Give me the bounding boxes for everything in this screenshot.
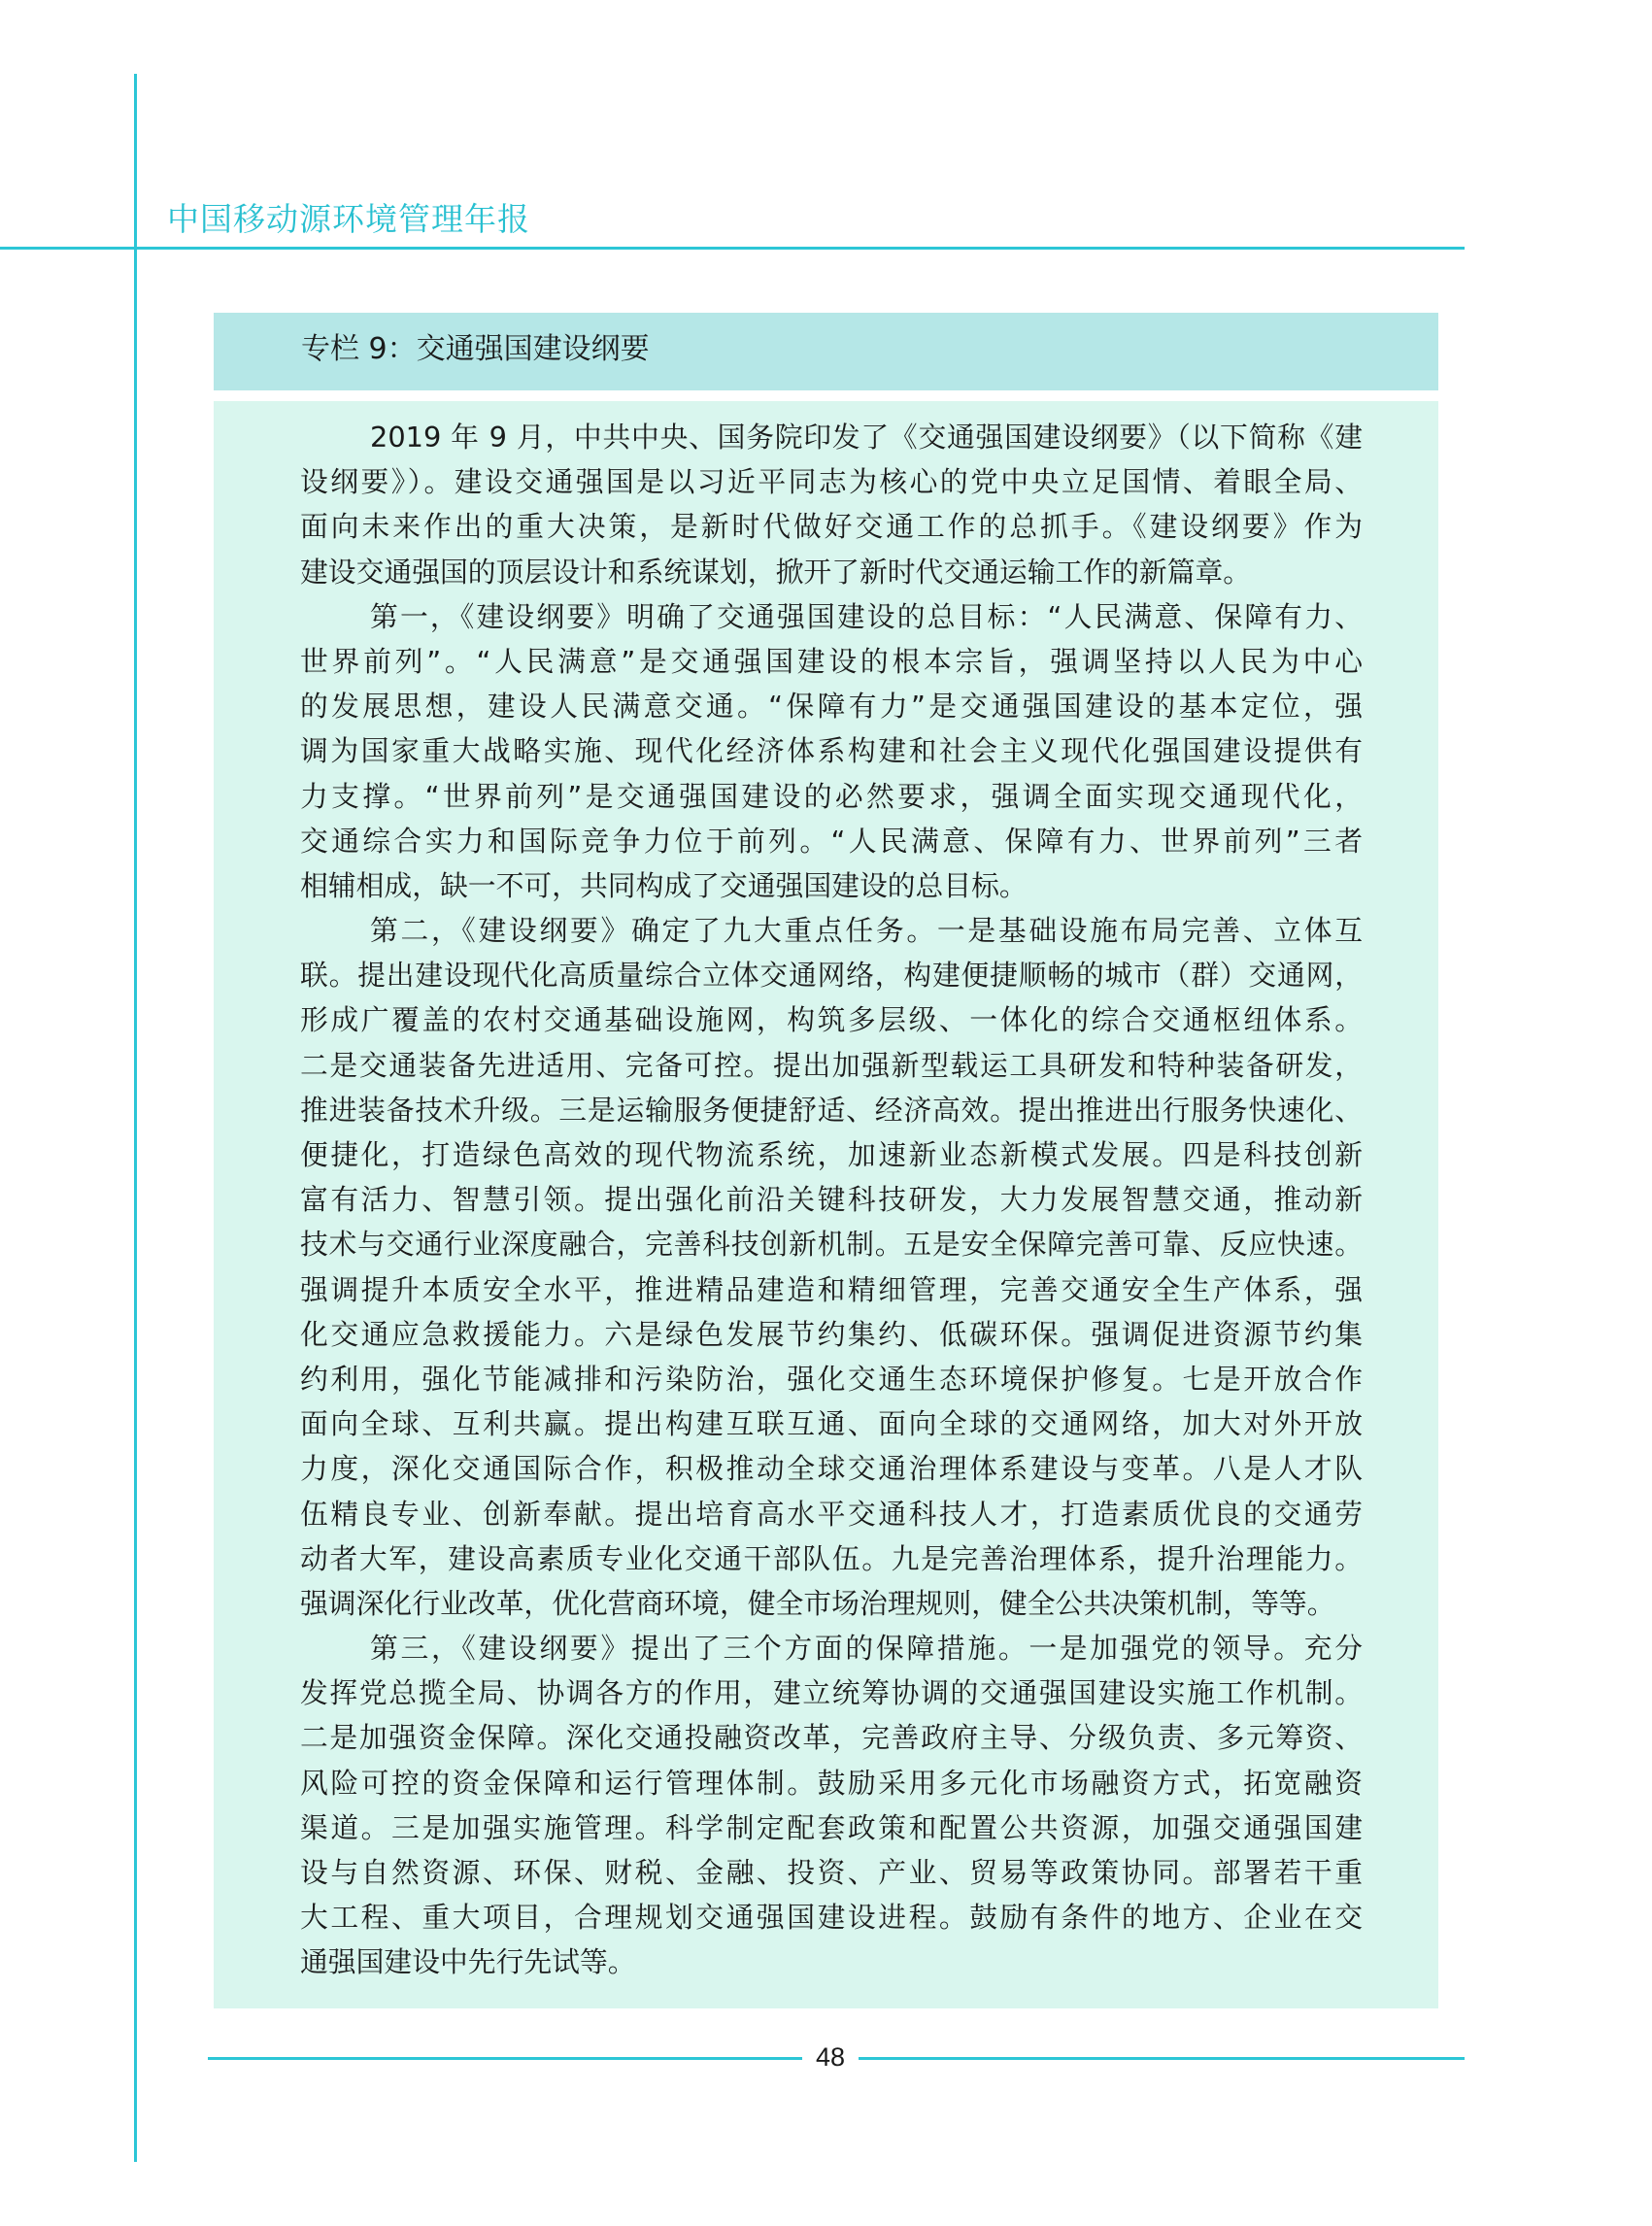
body-line: 伍精良专业、创新奉献。提出培育高水平交通科技人才，打造素质优良的交通劳 <box>300 1497 1363 1531</box>
body-line: 动者大军，建设高素质专业化交通干部队伍。九是完善治理体系，提升治理能力。 <box>300 1541 1363 1575</box>
body-line: 2019 年 9 月，中共中央、国务院印发了《交通强国建设纲要》（以下简称《建 <box>370 421 1363 454</box>
body-line: 面向全球、互利共赢。提出构建互联互通、面向全球的交通网络，加大对外开放 <box>300 1407 1363 1441</box>
body-line: 第三，《建设纲要》提出了三个方面的保障措施。一是加强党的领导。充分 <box>370 1632 1363 1666</box>
page-number: 48 <box>815 2042 846 2072</box>
body-line: 富有活力、智慧引领。提出强化前沿关键科技研发，大力发展智慧交通，推动新 <box>300 1183 1363 1217</box>
body-line: 力度，深化交通国际合作，积极推动全球交通治理体系建设与变革。八是人才队 <box>300 1452 1363 1486</box>
body-line: 力支撑。“世界前列”是交通强国建设的必然要求，强调全面实现交通现代化， <box>300 779 1363 813</box>
body-line: 第一，《建设纲要》明确了交通强国建设的总目标：“人民满意、保障有力、 <box>370 599 1363 633</box>
body-line: 世界前列”。“人民满意”是交通强国建设的根本宗旨，强调坚持以人民为中心 <box>300 644 1363 678</box>
body-line: 设与自然资源、环保、财税、金融、投资、产业、贸易等政策协同。部署若干重 <box>300 1856 1363 1889</box>
body-line: 技术与交通行业深度融合，完善科技创新机制。五是安全保障完善可靠、反应快速。 <box>300 1228 1363 1262</box>
body-line: 交通综合实力和国际竞争力位于前列。“人民满意、保障有力、世界前列”三者 <box>300 824 1363 858</box>
running-header-title: 中国移动源环境管理年报 <box>167 200 530 238</box>
body-line: 发挥党总揽全局、协调各方的作用，建立统筹协调的交通强国建设实施工作机制。 <box>300 1676 1363 1710</box>
body-line: 风险可控的资金保障和运行管理体制。鼓励采用多元化市场融资方式，拓宽融资 <box>300 1766 1363 1800</box>
body-line: 调为国家重大战略实施、现代化经济体系构建和社会主义现代化强国建设提供有 <box>300 734 1363 768</box>
footer-rule-right <box>859 2057 1465 2060</box>
body-line: 第二，《建设纲要》确定了九大重点任务。一是基础设施布局完善、立体互 <box>370 914 1363 948</box>
body-line: 联。提出建设现代化高质量综合立体交通网络，构建便捷顺畅的城市（群）交通网， <box>300 959 1363 993</box>
body-line: 约利用，强化节能减排和污染防治，强化交通生态环境保护修复。七是开放合作 <box>300 1362 1363 1396</box>
body-line: 大工程、重大项目，合理规划交通强国建设进程。鼓励有条件的地方、企业在交 <box>300 1901 1363 1935</box>
body-line: 渠道。三是加强实施管理。科学制定配套政策和配置公共资源，加强交通强国建 <box>300 1810 1363 1844</box>
body-line: 面向未来作出的重大决策，是新时代做好交通工作的总抓手。《建设纲要》作为 <box>300 510 1363 544</box>
column-body-text <box>300 415 1363 1985</box>
body-line: 相辅相成，缺一不可，共同构成了交通强国建设的总目标。 <box>300 868 1028 902</box>
body-line: 便捷化，打造绿色高效的现代物流系统，加速新业态新模式发展。四是科技创新 <box>300 1138 1363 1171</box>
body-line: 的发展思想，建设人民满意交通。“保障有力”是交通强国建设的基本定位，强 <box>300 690 1363 724</box>
body-line: 二是加强资金保障。深化交通投融资改革，完善政府主导、分级负责、多元筹资、 <box>300 1721 1363 1755</box>
column-title: 专栏 9：交通强国建设纲要 <box>301 332 650 366</box>
body-line: 形成广覆盖的农村交通基础设施网，构筑多层级、一体化的综合交通枢纽体系。 <box>300 1003 1363 1037</box>
body-line: 推进装备技术升级。三是运输服务便捷舒适、经济高效。提出推进出行服务快速化、 <box>300 1093 1363 1127</box>
body-line: 设纲要》）。建设交通强国是以习近平同志为核心的党中央立足国情、着眼全局、 <box>300 465 1363 499</box>
body-line: 强调提升本质安全水平，推进精品建造和精细管理，完善交通安全生产体系，强 <box>300 1272 1363 1306</box>
body-line: 化交通应急救援能力。六是绿色发展节约集约、低碳环保。强调促进资源节约集 <box>300 1317 1363 1351</box>
body-line: 强调深化行业改革，优化营商环境，健全市场治理规则，健全公共决策机制，等等。 <box>300 1586 1335 1620</box>
body-line: 二是交通装备先进适用、完备可控。提出加强新型载运工具研发和特种装备研发， <box>300 1048 1363 1082</box>
body-line: 通强国建设中先行先试等。 <box>300 1945 636 1979</box>
header-rule <box>0 247 1465 250</box>
footer-rule-left <box>208 2057 802 2060</box>
body-line: 建设交通强国的顶层设计和系统谋划，掀开了新时代交通运输工作的新篇章。 <box>300 555 1252 589</box>
left-margin-rule <box>134 74 137 2162</box>
